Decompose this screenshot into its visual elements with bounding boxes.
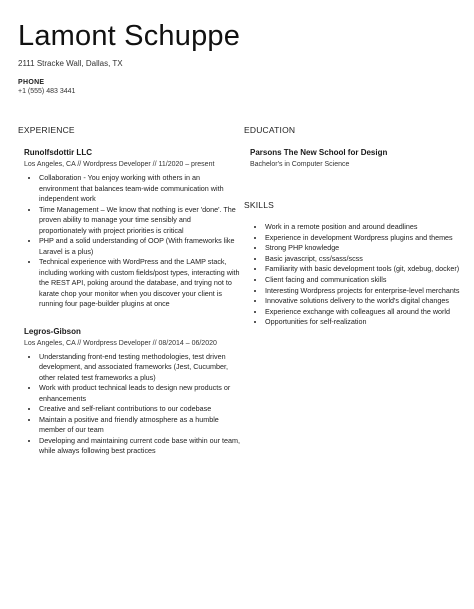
education-heading: EDUCATION bbox=[244, 125, 296, 135]
degree: Bachelor's in Computer Science bbox=[250, 161, 350, 168]
list-item: • Maintain a positive and friendly atmosphere as a humble member of our team bbox=[39, 415, 240, 436]
list-item: • Work in a remote position and around deadlines bbox=[265, 222, 460, 233]
list-item: • Time Management – We know that nothing is ever 'done'. The proven ability to manage your time sensibly and proportionately with project priorities is critical bbox=[39, 205, 240, 237]
experience-heading: EXPERIENCE bbox=[18, 125, 75, 135]
list-item: • Client facing and communication skills bbox=[265, 275, 460, 286]
list-item: • Collaboration - You enjoy working with others in an environment that balances team-wide communication with independent work bbox=[39, 173, 240, 205]
job-entry bbox=[24, 147, 240, 310]
job-bullets bbox=[24, 173, 240, 310]
list-item: • Technical experience with WordPress and the LAMP stack, including working with custom fields/post types, interacting with the REST API, poking around the database, and trying not to karate chop your monitor when you discover your client is running four page-builder plugins at once bbox=[39, 257, 240, 310]
job-meta: Los Angeles, CA // Wordpress Developer // 11/2020 – present bbox=[24, 161, 215, 168]
list-item: • Basic javascript, css/sass/scss bbox=[265, 254, 460, 265]
list-item: • Opportunities for self-realization bbox=[265, 317, 460, 328]
list-item: • Work with product technical leads to design new products or enhancements bbox=[39, 383, 240, 404]
skills-list bbox=[250, 222, 460, 328]
address: 2111 Stracke Wall, Dallas, TX bbox=[18, 59, 123, 68]
skills-heading: SKILLS bbox=[244, 200, 275, 210]
list-item: • Familiarity with basic development tools (git, xdebug, docker) bbox=[265, 264, 460, 275]
list-item: • Experience in development Wordpress plugins and themes bbox=[265, 233, 460, 244]
phone-label: PHONE bbox=[18, 79, 45, 86]
job-bullets bbox=[24, 352, 240, 457]
list-item: • Experience exchange with colleagues all around the world bbox=[265, 307, 460, 318]
job-company: Legros-Gibson bbox=[24, 326, 81, 336]
education-section bbox=[250, 147, 456, 170]
list-item: • Developing and maintaining current code base within our team, while always following best practices bbox=[39, 436, 240, 457]
list-item: • Innovative solutions delivery to the world's digital changes bbox=[265, 296, 460, 307]
skills-section bbox=[250, 222, 460, 328]
job-meta: Los Angeles, CA // Wordpress Developer // 08/2014 – 06/2020 bbox=[24, 339, 217, 347]
list-item: • Interesting Wordpress projects for enterprise-level merchants bbox=[265, 286, 460, 297]
school-name: Parsons The New School for Design bbox=[250, 148, 388, 157]
list-item: • Strong PHP knowledge bbox=[265, 243, 460, 254]
job-entry bbox=[24, 326, 240, 457]
experience-section bbox=[24, 147, 240, 467]
job-company: Runolfsdottir LLC bbox=[24, 148, 92, 157]
list-item: • Understanding front-end testing methodologies, test driven development, and associated frameworks (Jest, Cucumber, other related test frameworks a plus) bbox=[39, 352, 240, 384]
list-item: • PHP and a solid understanding of OOP (With frameworks like Laravel is a plus) bbox=[39, 236, 240, 257]
candidate-name: Lamont Schuppe bbox=[18, 20, 241, 52]
list-item: • Creative and self-reliant contributions to our codebase bbox=[39, 404, 240, 415]
phone-number: +1 (555) 483 3441 bbox=[18, 88, 76, 95]
